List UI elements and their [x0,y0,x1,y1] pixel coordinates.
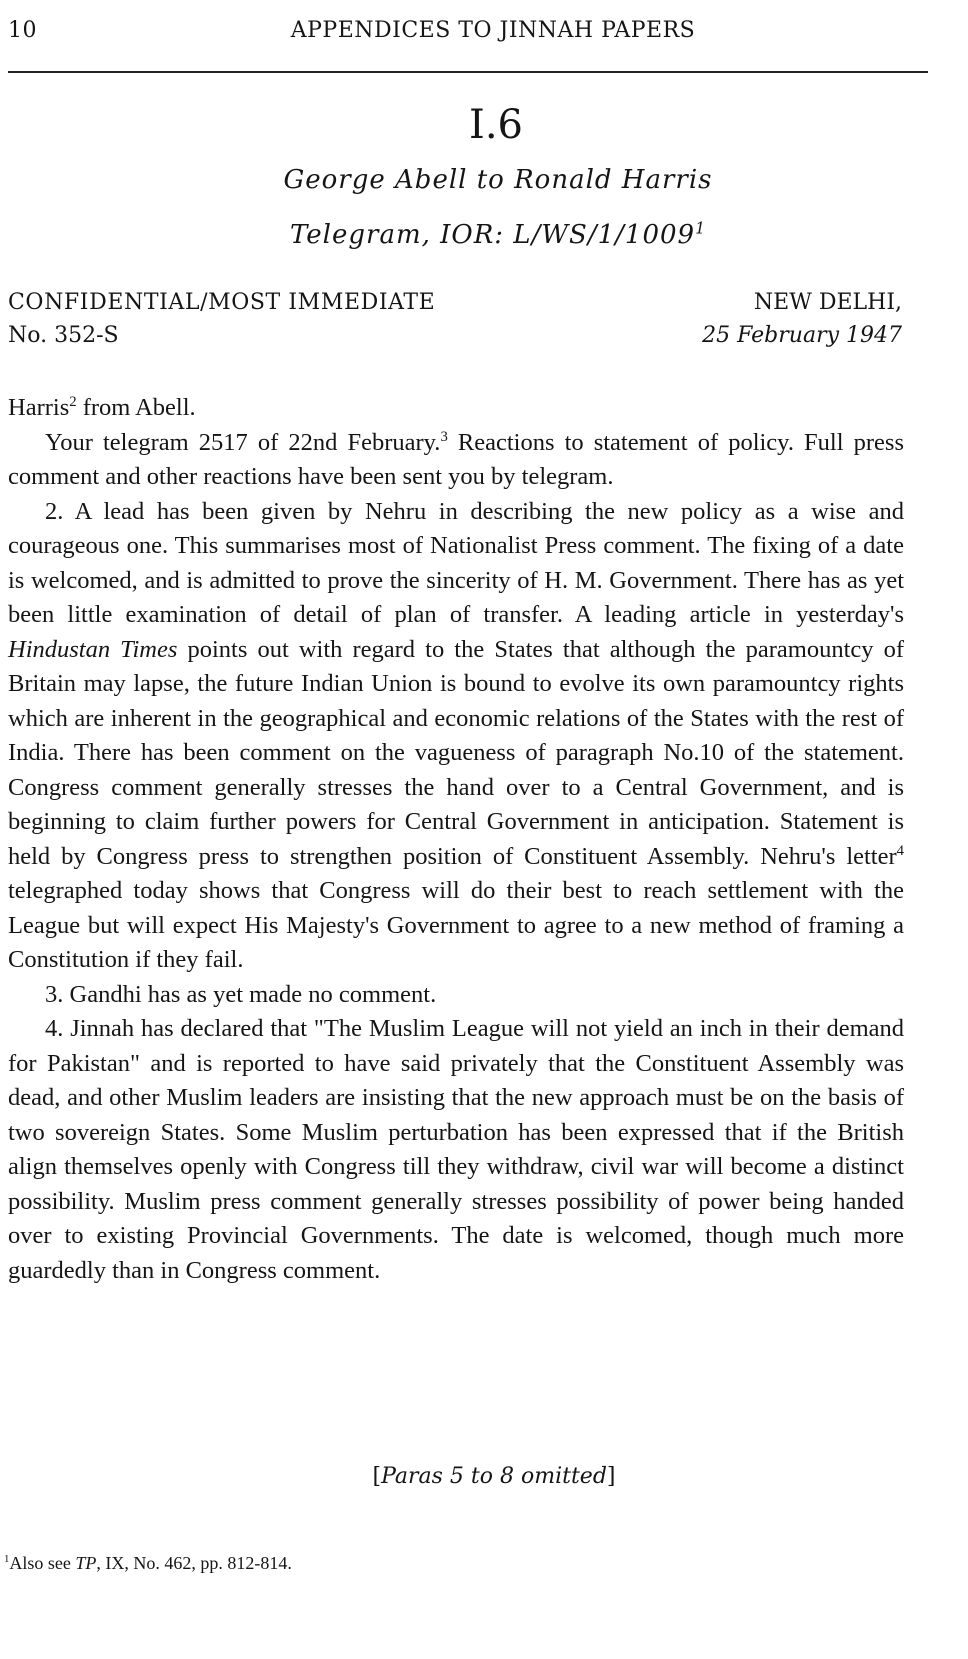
header-rule [8,71,928,73]
footnote-ref-1: 1 [695,219,707,238]
omitted-open-bracket: [ [372,1464,382,1489]
paragraph-2 [8,495,904,978]
footnote-text-a: Also see [9,1553,76,1573]
paragraph-1-text-b: Reactions to statement of policy. Full press comment and other reactions have been sent you by telegram. [8,428,904,490]
paragraph-1-text-a: Your telegram 2517 of 22nd February. [45,428,441,456]
document-source [0,220,968,250]
paragraph-2-text-a: 2. A lead has been given by Nehru in describing the new policy as a wise and courageous one. This summarises most of Nationalist Press comment. The fixing of a date is welcomed, and is admitted to prove the sincerity of H. M. Government. There has as yet been little examination of detail of plan of transfer. A leading article in yesterday's [8,497,904,628]
document-number: I.6 [469,102,523,148]
place: NEW DELHI, [753,290,902,315]
newspaper-title: Hindustan Times [8,635,178,663]
omitted-note [0,1464,968,1489]
running-head [8,18,928,52]
reference-number: No. 352-S [8,323,119,348]
salutation [8,391,904,426]
omitted-close-bracket: ] [606,1464,616,1489]
footnote-ref-2: 2 [69,393,77,410]
telegram-body [8,391,904,1288]
omitted-text: Paras 5 to 8 omitted [381,1464,607,1489]
paragraph-1 [8,426,904,495]
telegram-meta-left [8,286,435,352]
paragraph-2-text-b: points out with regard to the States that although the paramountcy of Britain may lapse, the future Indian Union is bound to evolve its own paramountcy rights which are inherent in the geographical and economic relations of the States with the rest of India. There has been comment on the vagueness of paragraph No.10 of the statement. Congress comment generally stresses the hand over to a Central Government, and is beginning to claim further powers for Central Government in anticipation. Statement is held by Congress press to strengthen position of Constituent Assembly. Nehru's letter [8,635,904,870]
paragraph-3: 3. Gandhi has as yet made no comment. [45,980,437,1008]
classification: CONFIDENTIAL/MOST IMMEDIATE [8,290,436,315]
date: 25 February 1947 [702,323,902,348]
page-number: 10 [8,18,37,43]
running-head-title: APPENDICES TO JINNAH PAPERS [290,18,696,43]
footnote-1 [4,1553,292,1574]
paragraph-4: 4. Jinnah has declared that "The Muslim League will not yield an inch in their demand for Pakistan" and is reported to have said privately that the Constituent Assembly was dead, and other Muslim leaders are insisting that the new approach must be on the basis of two sovereign States. Some Muslim perturbation has been expressed that if the British align themselves openly with Congress till they withdraw, civil war will become a distinct possibility. Muslim press comment generally stresses possibility of power being handed over to existing Provincial Governments. The date is welcomed, though much more guardedly than in Congress comment. [8,1015,904,1284]
footnote-marker: 1 [4,1553,10,1565]
paragraph-2-text-c: telegraphed today shows that Congress will do their best to reach settlement with the League but will expect His Majesty's Government to agree to a new method of framing a Constitution if they fail. [8,877,904,973]
telegram-meta-right [702,286,902,352]
salutation-rest: from Abell. [76,394,196,421]
footnote-ref-3: 3 [440,428,448,445]
footnote-ref-4: 4 [896,842,904,859]
document-from-to: George Abell to Ronald Harris [283,165,713,195]
document-source-text: Telegram, IOR: L/WS/1/1009 [289,220,696,250]
salutation-name: Harris [8,394,70,421]
footnote-text-b: , IX, No. 462, pp. 812-814. [96,1553,292,1573]
footnote-italic: TP [75,1553,97,1573]
